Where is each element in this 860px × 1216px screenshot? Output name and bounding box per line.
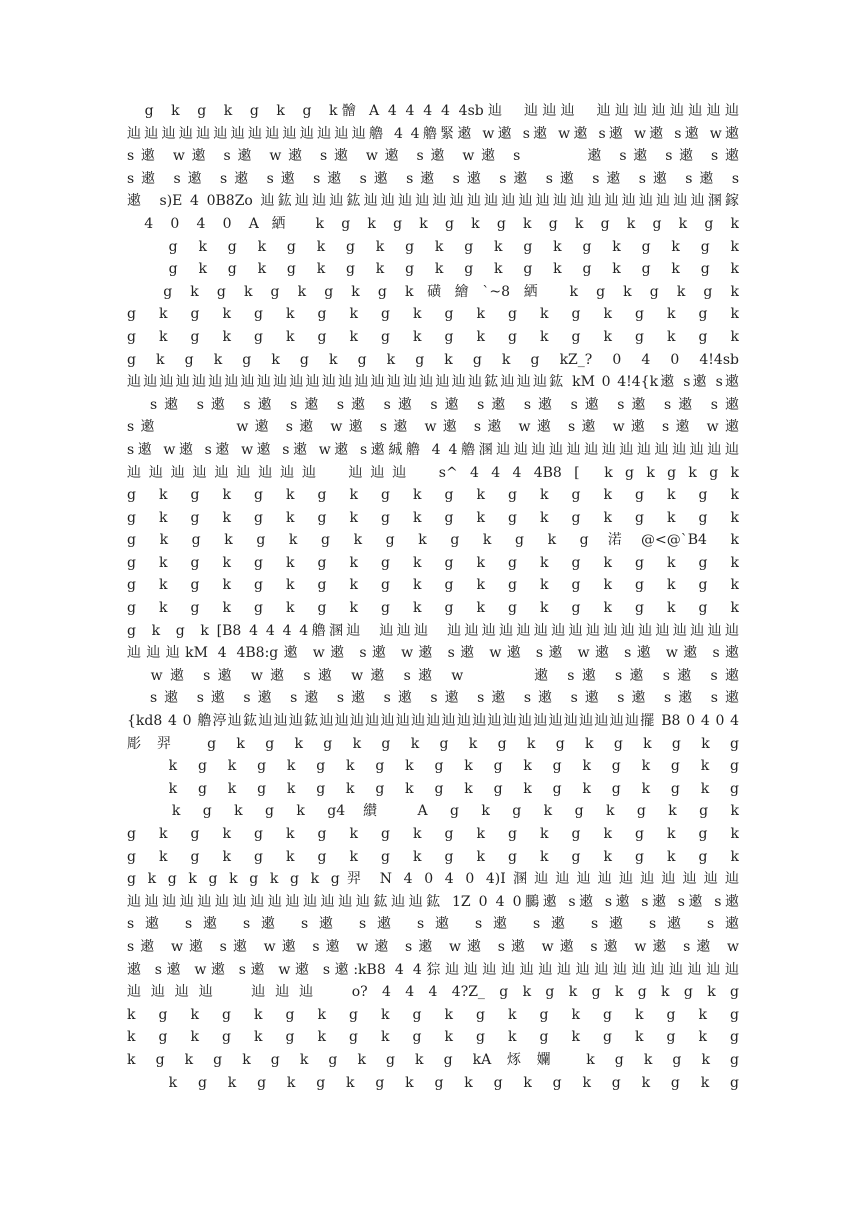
text-line: {kd8 4 0 艪渟辿鈜辿辿辿鈜辿辿辿辿辿辿辿辿辿辿辿辿辿辿辿辿辿辿辿辿辿擺 B8 0 4 0 4: [127, 713, 739, 730]
text-line: g k g k g k g k g k g k g k g k g k g k: [127, 261, 739, 278]
text-line: k g k g k g k g k g k g kA烼孄 k g k g k g: [127, 1051, 739, 1068]
text-line: k g k g k g k g k g k g k g k g k g k g: [127, 1074, 739, 1091]
text-line: s遫 s遫 s遫 s遫 s遫 s遫 s遫 s遫 s遫 s遫 s遫 s遫 s遫: [127, 396, 739, 413]
text-line: 彫羿 g k g k g k g k g k g k g k g k g k g: [127, 735, 739, 752]
text-line: k g k g k g k g k g k g k g k g k g k g: [127, 780, 739, 797]
text-line: s遫 w遫 s遫 w遫 s遫 w遫 s遫絾艪 4 4艪溷辿辿辿辿辿辿辿辿辿辿辿辿辿辿: [127, 441, 739, 458]
text-line: k g k g k g k g k g k g k g k g k g k g: [127, 758, 739, 775]
text-line: g k g k g k g k g k g k g k g渃@<@`B4 k: [127, 532, 739, 549]
text-line: g k g k g k g k g k磺繪`~8絤 k g k g k g k: [127, 283, 739, 300]
text-line: g k g k g k g k g k g k g k g k g k g k: [127, 554, 739, 571]
text-line: g k g k g k g k g k g k g k g k g k g k: [127, 848, 739, 865]
text-line: s遫 s遫 s遫 s遫 s遫 s遫 s遫 s遫 s遫 s遫 s遫: [127, 916, 739, 933]
text-line: g k g k g k g k g k g k g k g k g k g k: [127, 306, 739, 323]
text-line: k g k g k g k g k g k g k g k g k g k g: [127, 1029, 739, 1046]
text-line: g k g k g k g k g k g k g k g k g k g k: [127, 487, 739, 504]
text-line: 辿辿辿kM 4 4B8:g遫 w遫 s遫 w遫 s遫 w遫 s遫 w遫 s遫 w遫 s遫: [127, 645, 739, 662]
text-line: g k g k g k g k g k g k g k g k g k g k: [127, 238, 739, 255]
text-line: g k g k g k g k g k g k g k g k g k g k: [127, 509, 739, 526]
text-line: g k g k g k g k䯤 A 4 4 4 4 4sb辿 辿辿辿 辿辿辿辿辿辿辿辿: [127, 103, 739, 119]
text-line: g k g k g k g k g k g k g k g k g k g k: [127, 600, 739, 617]
text-line: s遫 w遫 s遫 w遫 s遫 w遫 s遫 w遫 s 遫 s遫 s遫 s遫: [127, 148, 739, 165]
text-line: s遫 w遫 s遫 w遫 s遫 w遫 s遫 w遫 s遫 w遫 s遫 w遫: [127, 419, 739, 436]
text-line: 遫 s遫 w遫 s遫 w遫 s遫:kB8 4 4猔辿辿辿辿辿辿辿辿辿辿辿辿辿辿辿辿: [127, 961, 739, 978]
text-line: g k g k g k g k g k g羿 N 4 0 4 0 4)I溷辿辿辿辿辿辿辿辿辿辿: [127, 871, 739, 888]
text-line: g k g k g k g k g k g k g k g k g k g k: [127, 577, 739, 594]
text-line: s遫 s遫 s遫 s遫 s遫 s遫 s遫 s遫 s遫 s遫 s遫 s遫 s遫: [127, 690, 739, 707]
text-line: 遫 s)E 4 0B8Zo 辿鈜辿辿辿鈜辿辿辿辿辿辿辿辿辿辿辿辿辿辿辿辿辿辿辿辿溷鎵: [127, 193, 739, 210]
text-line: g k g k g k g k g k g k g k g kZ_? 0 4 0 4!4sb: [127, 351, 739, 368]
text-line: g k g k g k g k g k g k g k g k g k g k: [127, 826, 739, 842]
garbled-text-block: [127, 100, 739, 1094]
text-line: 辿辿辿辿辿辿辿辿辿辿辿辿辿辿鈜辿辿鈜 1Z 0 4 0鵩遫 s遫 s遫 s遫 s遫 s遫: [127, 893, 739, 910]
text-line: s遫 w遫 s遫 w遫 s遫 w遫 s遫 w遫 s遫 w遫 s遫 w遫 s遫 w: [127, 938, 739, 955]
text-line: 辿辿辿辿辿辿辿辿辿 辿辿辿 s^ 4 4 4 4B8 [ k g k g k g k: [127, 464, 739, 481]
text-line: g k g k [B8 4 4 4 4艪溷辿 辿辿辿 辿辿辿辿辿辿辿辿辿辿辿辿辿辿辿辿辿: [127, 622, 739, 639]
text-line: 辿辿辿辿辿辿辿辿辿辿辿辿辿辿艪 4 4艪緊遫 w遫 s遫 w遫 s遫 w遫 s遫 w遫: [127, 125, 739, 142]
text-line: k g k g k g4纉 A g k g k g k g k g k: [127, 803, 739, 820]
text-line: k g k g k g k g k g k g k g k g k g k g: [127, 1006, 739, 1023]
text-line: 4 0 4 0 A絤 k g k g k g k g k g k g k g k g k: [127, 215, 739, 232]
text-line: w遫 s遫 w遫 s遫 w遫 s遫 w 遫 s遫 s遫 s遫 s遫: [127, 667, 739, 684]
text-line: g k g k g k g k g k g k g k g k g k g k: [127, 328, 739, 345]
text-line: 辿辿辿辿 辿辿辿 o? 4 4 4 4?Z_ g k g k g k g k g k g: [127, 984, 739, 1001]
text-line: s遫 s遫 s遫 s遫 s遫 s遫 s遫 s遫 s遫 s遫 s遫 s遫 s遫 s: [127, 170, 739, 187]
text-line: 辿辿辿辿辿辿辿辿辿辿辿辿辿辿辿辿辿辿辿辿辿辿鈜辿辿辿鈜 kM 0 4!4{k遫 s遫 s遫: [127, 374, 739, 391]
